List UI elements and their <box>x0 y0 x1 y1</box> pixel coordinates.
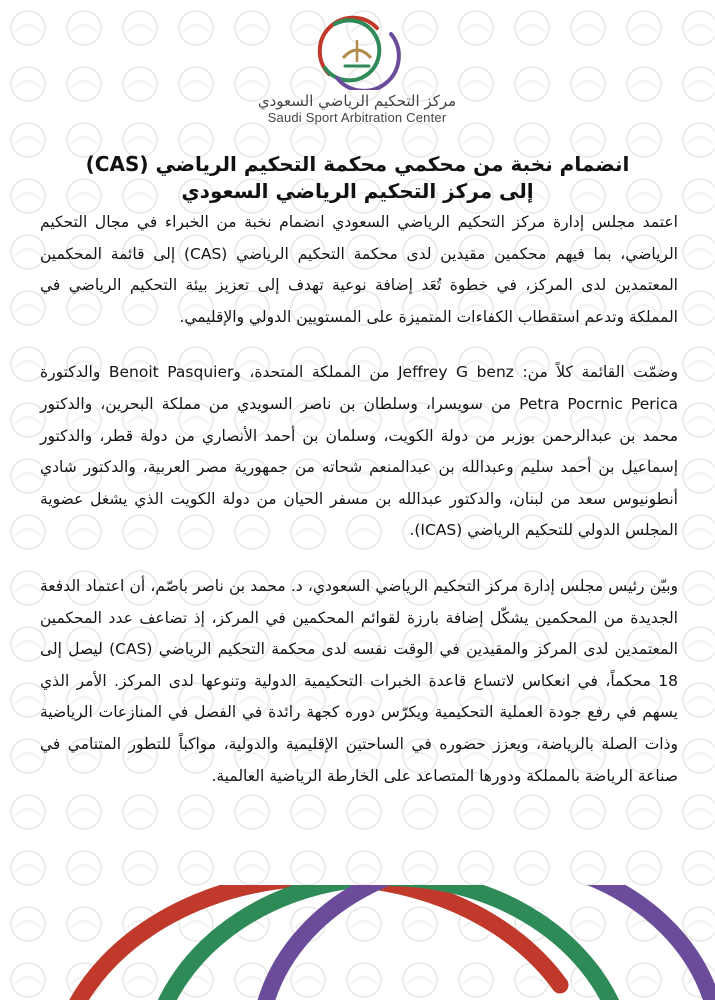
footer-decorative-arcs <box>0 885 715 1000</box>
logo-english-name: Saudi Sport Arbitration Center <box>267 110 447 125</box>
article-body <box>40 207 678 816</box>
article-headline: انضمام نخبة من محكمي محكمة التحكيم الرياضي (CAS) إلى مركز التحكيم الرياضي السعودي <box>85 152 630 203</box>
body-paragraph: وضمّت القائمة كلاً من: Jeffrey G benz من المملكة المتحدة، وBenoit Pasquier والدكتورة Petra Pocrnic Perica من سويسرا، وسلطان بن ناصر السويدي من مملكة البحرين، والدكتور محمد بن عبدالرحمن بوزبر من دولة الكويت، وسلمان بن أحمد الأنصاري من دولة قطر، والدكتور إسماعيل بن أحمد سليم وعبدالله بن عبدالمنعم شحاته من جمهورية مصر العربية، والدكتور شادي أنطونيوس سعد من لبنان، والدكتور عبدالله بن مسفر الحيان من دولة الكويت الذي يشغل عضوية المجلس الدولي للتحكيم الرياضي (ICAS). <box>40 363 679 540</box>
logo-arabic-name: مركز التحكيم الرياضي السعودي <box>257 92 457 110</box>
body-paragraph: اعتمد مجلس إدارة مركز التحكيم الرياضي السعودي انضمام نخبة من الخبراء في مجال التحكيم الرياضي، بما فيهم محكمين مقيدين لدى محكمة التحكيم الرياضي (CAS) إلى قائمة المحكمين المعتمدين لدى المركز، في خطوة تُعَد إضافة نوعية تهدف إلى تعزيز بيئة التحكيم الرياضي في المملكة وتدعم استقطاب الكفاءات المتميزة على المستويين الدولي والإقليمي. <box>40 213 678 326</box>
body-paragraph: وبيّن رئيس مجلس إدارة مركز التحكيم الرياضي السعودي، د. محمد بن ناصر باصّم، أن اعتماد الدفعة الجديدة من المحكمين يشكّل إضافة بارزة لقوائم المحكمين في المركز، إذ تضاعف عدد المحكمين المعتمدين لدى المركز والمقيدين في الوقت نفسه لدى محكمة التحكيم الرياضي (CAS) ليصل إلى 18 محكماً، في انعكاس لاتساع قاعدة الخبرات التحكيمية الدولية وتنوعها لدى المركز. الأمر الذي يسهم في رفع جودة العملية التحكيمية ويكرّس دوره كجهة رائدة في الفصل في المنازعات الرياضية وذات الصلة بالرياضة، ويعزز حضوره في الساحتين الإقليمية والدولية، مواكباً للتطور المتنامي في صناعة الرياضة بالمملكة ودورها المتصاعد على الخارطة الرياضية العالمية. <box>40 576 678 785</box>
sport-arbitration-emblem-icon <box>307 12 407 90</box>
header-logo <box>257 12 457 148</box>
